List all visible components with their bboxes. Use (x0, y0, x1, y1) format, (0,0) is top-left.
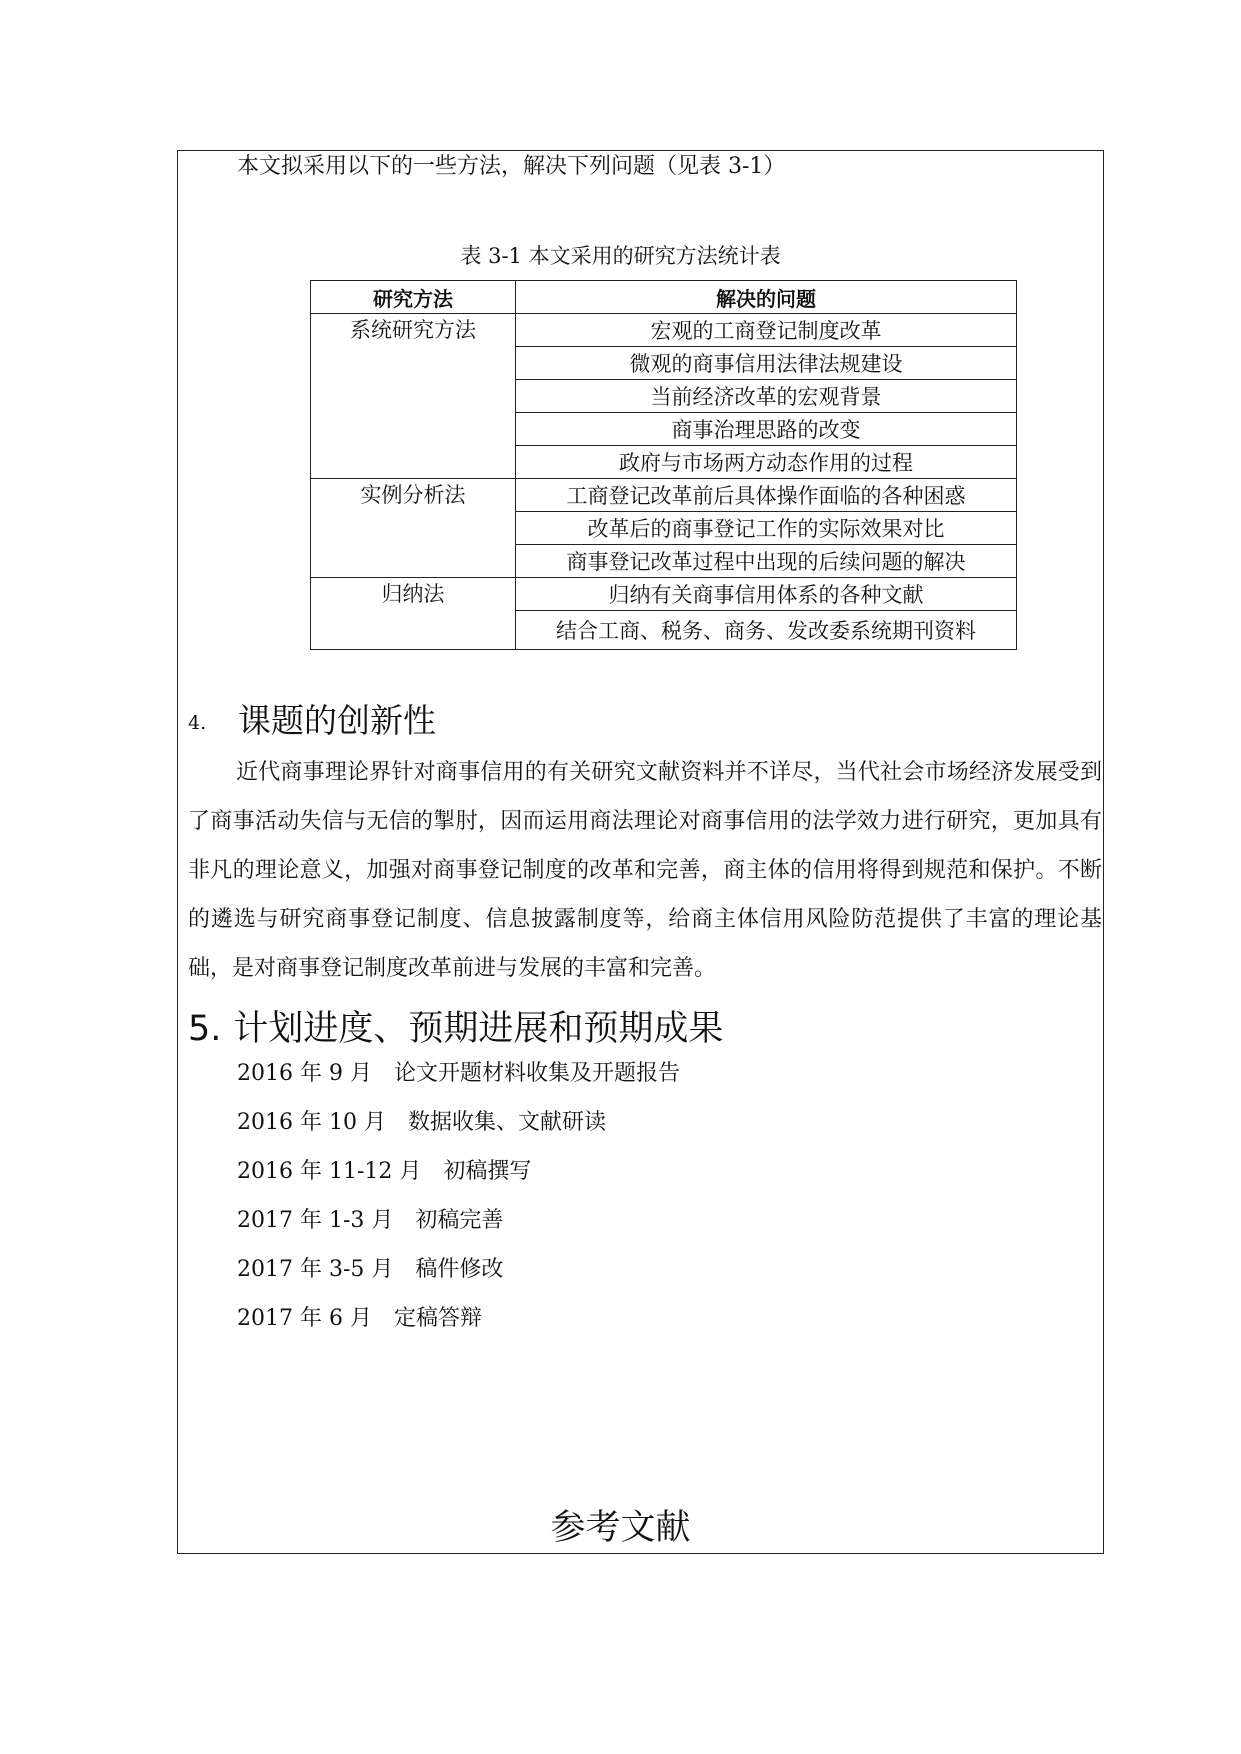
schedule-task: 稿件修改 (415, 1257, 504, 1282)
section-4-title: 课题的创新性 (238, 701, 436, 740)
method-cell: 归纳法 (311, 578, 516, 650)
method-cell: 系统研究方法 (311, 314, 516, 479)
section-5-number: 5. (188, 1009, 222, 1049)
schedule-date: 2017 年 3-5 月 (237, 1257, 394, 1282)
header-method: 研究方法 (311, 281, 516, 314)
schedule-date: 2016 年 11-12 月 (237, 1159, 422, 1184)
schedule-item (237, 1205, 680, 1254)
schedule-item (237, 1156, 680, 1205)
section-5-heading (188, 1001, 723, 1051)
schedule-date: 2016 年 10 月 (237, 1110, 386, 1135)
problem-cell: 政府与市场两方动态作用的过程 (516, 446, 1017, 479)
table-row (311, 479, 1017, 512)
method-cell: 实例分析法 (311, 479, 516, 578)
schedule-list (237, 1058, 680, 1352)
table-caption: 表 3-1 本文采用的研究方法统计表 (460, 244, 781, 268)
schedule-item (237, 1107, 680, 1156)
schedule-item (237, 1254, 680, 1303)
problem-cell: 商事登记改革过程中出现的后续问题的解决 (516, 545, 1017, 578)
problem-cell: 工商登记改革前后具体操作面临的各种困惑 (516, 479, 1017, 512)
problem-cell: 宏观的工商登记制度改革 (516, 314, 1017, 347)
schedule-date: 2017 年 1-3 月 (237, 1208, 394, 1233)
schedule-task: 数据收集、文献研读 (407, 1110, 606, 1135)
schedule-task: 定稿答辩 (393, 1306, 482, 1331)
problem-cell: 商事治理思路的改变 (516, 413, 1017, 446)
schedule-item (237, 1303, 680, 1352)
problem-cell: 归纳有关商事信用体系的各种文献 (516, 578, 1017, 611)
schedule-task: 初稿撰写 (443, 1159, 532, 1184)
table-row (311, 578, 1017, 611)
schedule-task: 初稿完善 (415, 1208, 504, 1233)
section-5-title: 计划进度、预期进展和预期成果 (233, 1009, 724, 1049)
schedule-date: 2016 年 9 月 (237, 1061, 372, 1086)
intro-text: 本文拟采用以下的一些方法，解决下列问题（见表 3-1） (237, 154, 786, 179)
header-problem: 解决的问题 (516, 281, 1017, 314)
section-4-number: 4. (188, 712, 207, 734)
problem-cell: 结合工商、税务、商务、发改委系统期刊资料 (516, 611, 1017, 650)
problem-cell: 微观的商事信用法律法规建设 (516, 347, 1017, 380)
schedule-task: 论文开题材料收集及开题报告 (393, 1061, 680, 1086)
table-row (311, 314, 1017, 347)
table-header-row (311, 281, 1017, 314)
references-heading: 参考文献 (550, 1508, 691, 1548)
problem-cell: 当前经济改革的宏观背景 (516, 380, 1017, 413)
methods-table (310, 280, 1017, 650)
section-4-paragraph: 近代商事理论界针对商事信用的有关研究文献资料并不详尽，当代社会市场经济发展受到了商事活动失信与无信的掣肘，因而运用商法理论对商事信用的法学效力进行研究，更加具有非凡的理论意义，加强对商事登记制度的改革和完善，商主体的信用将得到规范和保护。不断的遴选与研究商事登记制度、信息披露制度等，给商主体信用风险防范提供了丰富的理论基础，是对商事登记制度改革前进与发展的丰富和完善。 (188, 760, 1102, 981)
schedule-date: 2017 年 6 月 (237, 1306, 372, 1331)
problem-cell: 改革后的商事登记工作的实际效果对比 (516, 512, 1017, 545)
schedule-item (237, 1058, 680, 1107)
